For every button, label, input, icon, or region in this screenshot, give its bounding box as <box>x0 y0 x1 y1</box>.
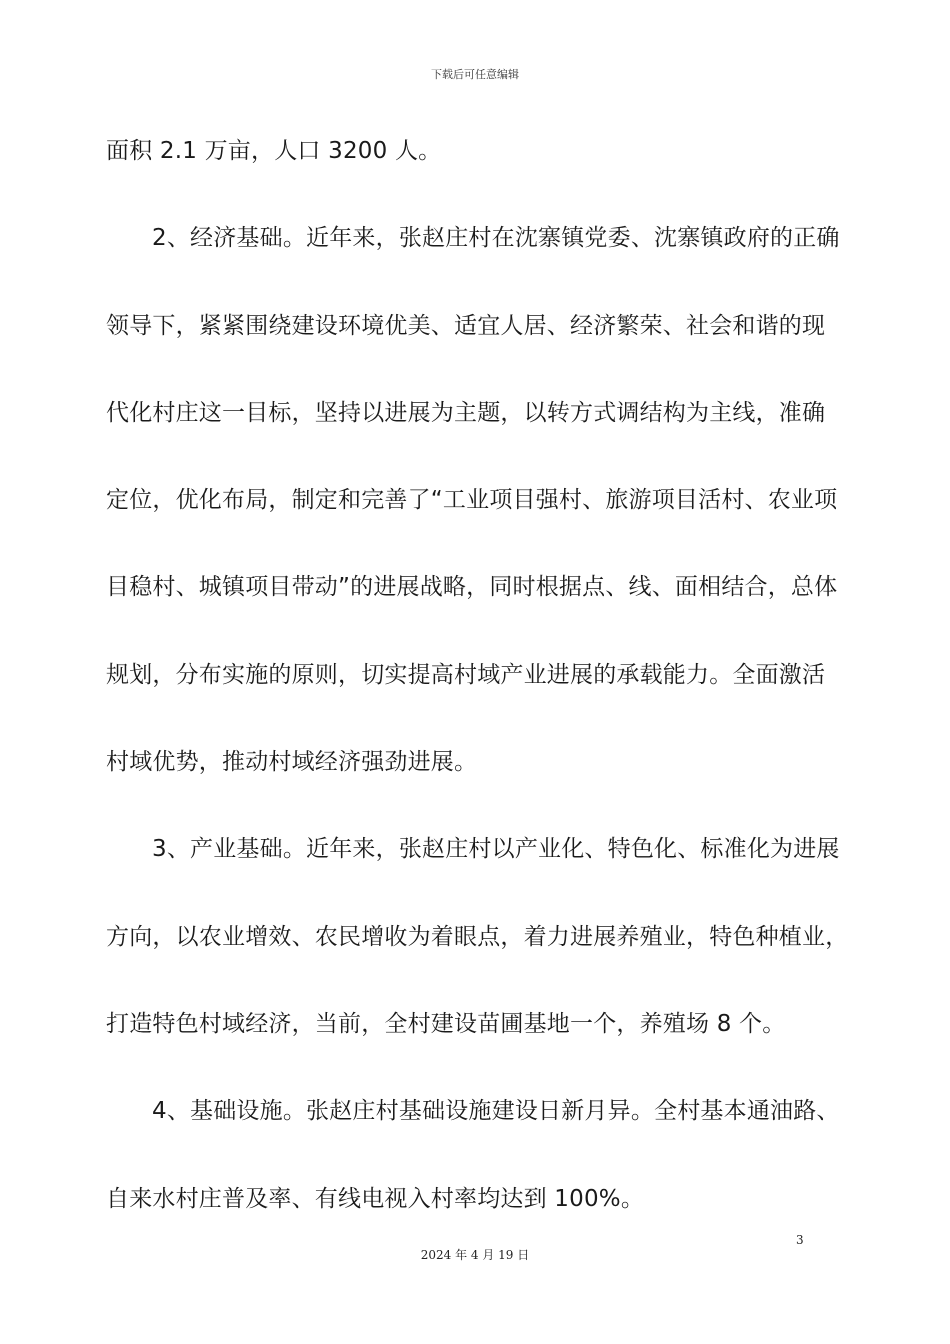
paragraph-economy-start: 2、经济基础。近年来，张赵庄村在沈寨镇党委、沈寨镇政府的正确 <box>152 225 840 252</box>
text-line: 领导下，紧紧围绕建设环境优美、适宜人居、经济繁荣、社会和谐的现 <box>106 312 826 339</box>
page-number: 3 <box>796 1233 804 1247</box>
text-line: 自来水村庄普及率、有线电视入村率均达到 100%。 <box>106 1185 645 1212</box>
text-line: 目稳村、城镇项目带动”的进展战略，同时根据点、线、面相结合，总体 <box>106 574 838 601</box>
text-line: 打造特色村域经济，当前，全村建设苗圃基地一个，养殖场 8 个。 <box>106 1010 786 1037</box>
text-line: 定位，优化布局，制定和完善了“工业项目强村、旅游项目活村、农业项 <box>106 487 838 514</box>
text-line: 方向，以农业增效、农民增收为着眼点，着力进展养殖业，特色种植业， <box>106 923 849 950</box>
page-footer-date: 2024 年 4 月 19 日 <box>420 1248 530 1262</box>
body-text <box>106 128 854 1263</box>
text-line: 村域优势，推动村域经济强劲进展。 <box>106 749 478 776</box>
page-header: 下载后可任意编辑 <box>431 68 519 81</box>
text-line: 面积 2.1 万亩，人口 3200 人。 <box>106 138 442 164</box>
paragraph-infrastructure-start: 4、基础设施。张赵庄村基础设施建设日新月异。全村基本通油路、 <box>152 1098 840 1125</box>
paragraph-industry-start: 3、产业基础。近年来，张赵庄村以产业化、特色化、标准化为进展 <box>152 836 840 863</box>
text-line: 代化村庄这一目标，坚持以进展为主题，以转方式调结构为主线，准确 <box>106 399 826 426</box>
text-line: 规划，分布实施的原则，切实提高村域产业进展的承载能力。全面激活 <box>106 661 826 688</box>
